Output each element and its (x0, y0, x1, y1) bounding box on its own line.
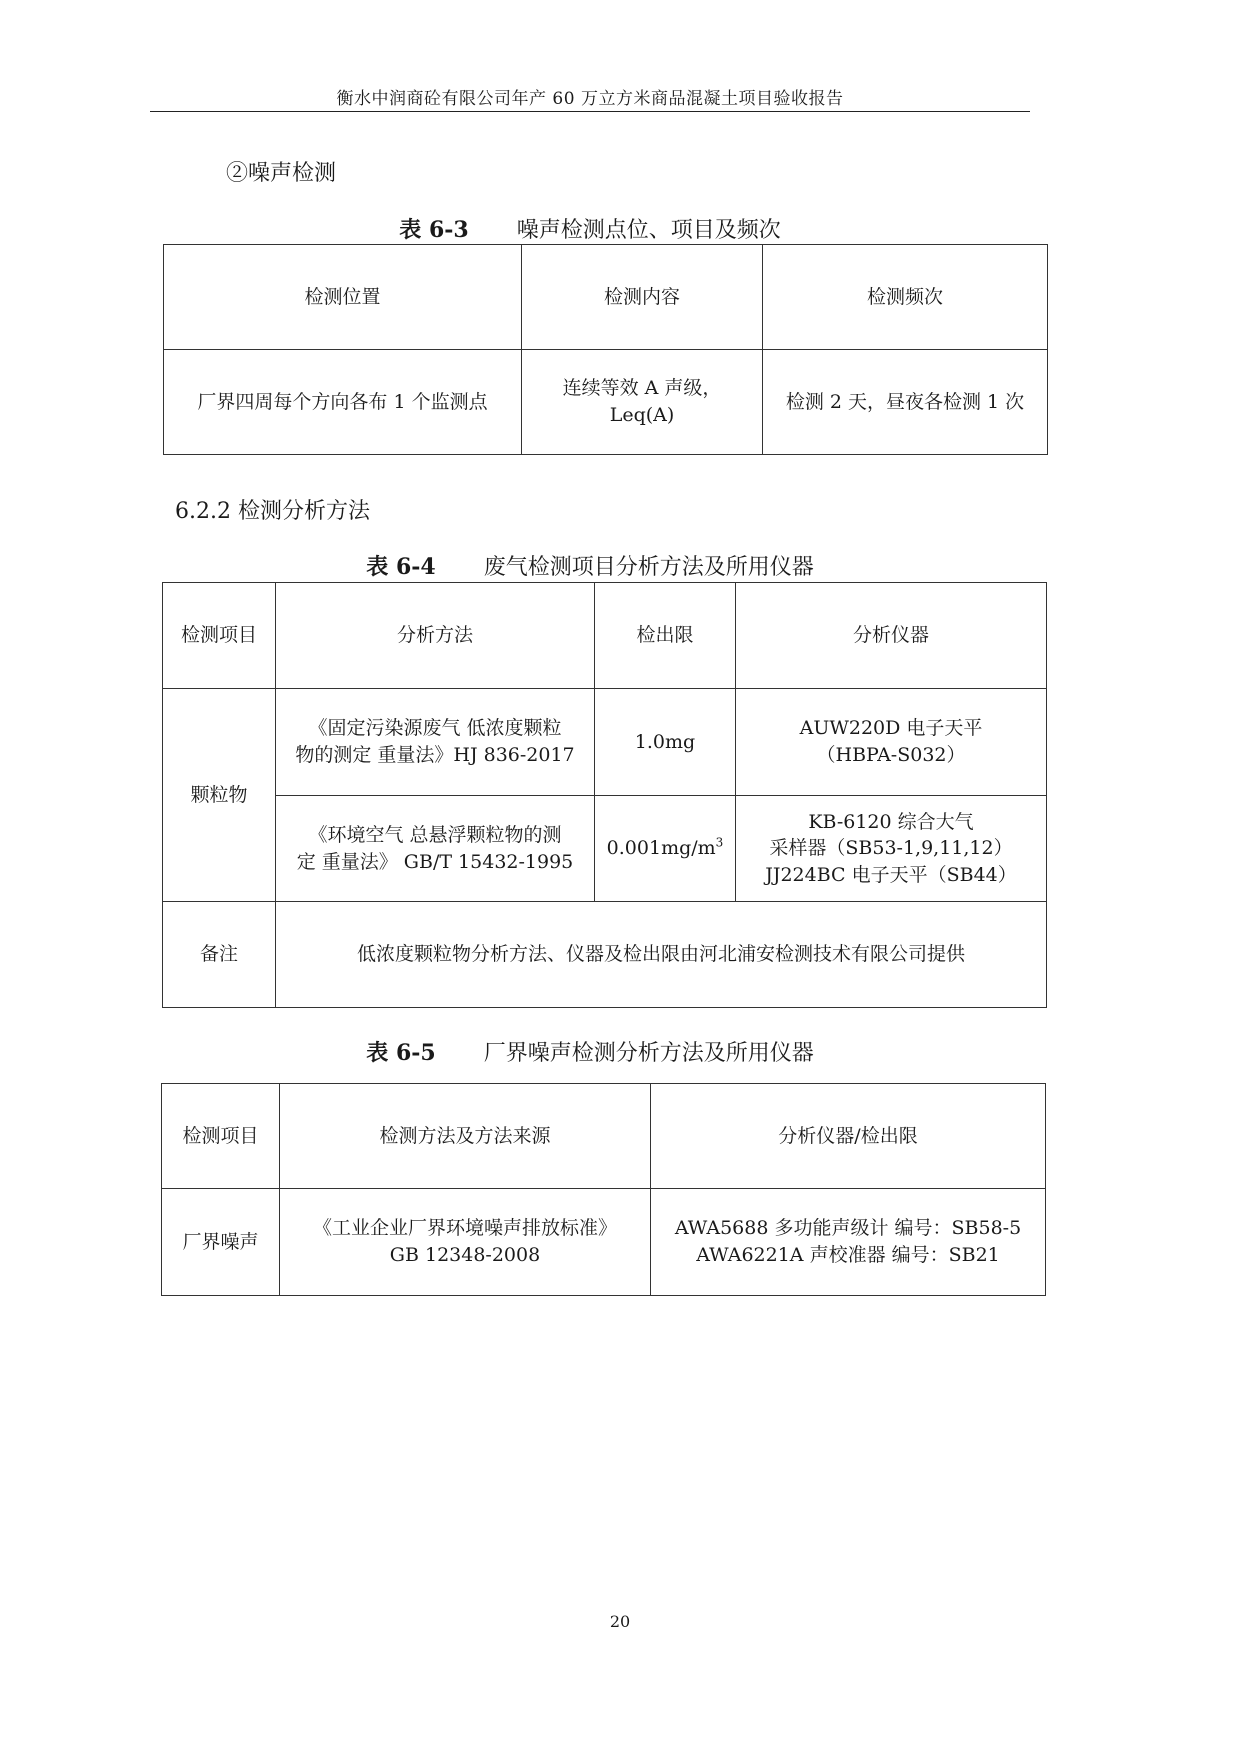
content-line: Leq(A) (609, 404, 675, 426)
method-line: 《工业企业厂界环境噪声排放标准》 (312, 1217, 617, 1240)
table-6-4 (162, 582, 1047, 1008)
header-rule (150, 111, 1030, 112)
page-number: 20 (609, 1612, 631, 1631)
table-6-3-number: 表 6-3 (399, 217, 469, 243)
limit-cell (595, 796, 736, 902)
table-row (164, 350, 1048, 455)
instrument-line: KB-6120 综合大气 (808, 810, 974, 833)
table-row (163, 796, 1047, 902)
instrument-line: （HBPA-S032） (816, 744, 966, 766)
header-cell: 检测频次 (763, 245, 1048, 350)
instrument-line: AWA6221A 声校准器 编号：SB21 (696, 1244, 1000, 1266)
instrument-line: AUW220D 电子天平 (799, 717, 983, 740)
item-cell: 颗粒物 (163, 689, 276, 902)
table-row (162, 1189, 1046, 1296)
header-cell: 检测位置 (164, 245, 522, 350)
table-6-5-number: 表 6-5 (366, 1040, 436, 1066)
limit-cell: 1.0mg (595, 689, 736, 796)
noise-heading: ②噪声检测 (226, 161, 337, 186)
frequency-cell: 检测 2 天，昼夜各检测 1 次 (763, 350, 1048, 455)
remark-label: 备注 (163, 902, 276, 1008)
instrument-line: 采样器（SB53-1,9,11,12） (769, 837, 1013, 860)
method-line: 物的测定 重量法》HJ 836-2017 (295, 744, 575, 766)
table-6-5-title: 厂界噪声检测分析方法及所用仪器 (483, 1041, 814, 1066)
table-6-5-caption (150, 1036, 1030, 1067)
location-cell: 厂界四周每个方向各布 1 个监测点 (164, 350, 522, 455)
header-cell: 检测内容 (522, 245, 763, 350)
header-cell: 分析方法 (276, 583, 595, 689)
table-header-row (163, 583, 1047, 689)
header-cell: 检测项目 (162, 1084, 280, 1189)
header-cell: 分析仪器 (736, 583, 1047, 689)
remark-row (163, 902, 1047, 1008)
remark-text: 低浓度颗粒物分析方法、仪器及检出限由河北浦安检测技术有限公司提供 (276, 902, 1047, 1008)
method-cell (276, 689, 595, 796)
table-row (163, 689, 1047, 796)
table-6-3-title: 噪声检测点位、项目及频次 (516, 218, 781, 243)
instrument-cell (736, 796, 1047, 902)
header-cell: 检测方法及方法来源 (280, 1084, 651, 1189)
running-header: 衡水中润商砼有限公司年产 60 万立方米商品混凝土项目验收报告 (336, 89, 844, 109)
table-6-4-title: 废气检测项目分析方法及所用仪器 (483, 555, 814, 580)
header-cell: 检测项目 (163, 583, 276, 689)
table-6-3-caption (150, 213, 1030, 244)
table-6-4-number: 表 6-4 (366, 554, 436, 580)
instrument-cell (736, 689, 1047, 796)
instrument-cell (651, 1189, 1046, 1296)
method-cell (276, 796, 595, 902)
table-6-3 (163, 244, 1048, 455)
table-header-row (164, 245, 1048, 350)
limit-exponent: 3 (715, 835, 724, 850)
method-cell (280, 1189, 651, 1296)
method-line: 《环境空气 总悬浮颗粒物的测 (308, 823, 562, 846)
method-line: 定 重量法》 GB/T 15432-1995 (296, 850, 574, 873)
content-line: 连续等效 A 声级， (562, 377, 722, 400)
table-6-5 (161, 1083, 1046, 1296)
content-cell (522, 350, 763, 455)
header-cell: 分析仪器/检出限 (651, 1084, 1046, 1189)
item-cell: 厂界噪声 (162, 1189, 280, 1296)
method-line: 《固定污染源废气 低浓度颗粒 (308, 717, 562, 740)
limit-value: 0.001mg/m (606, 837, 716, 860)
header-cell: 检出限 (595, 583, 736, 689)
instrument-line: JJ224BC 电子天平（SB44） (765, 863, 1017, 886)
method-line: GB 12348-2008 (389, 1244, 541, 1266)
table-6-4-caption (150, 550, 1030, 581)
table-header-row (162, 1084, 1046, 1189)
section-heading: 6.2.2 检测分析方法 (175, 499, 370, 524)
instrument-line: AWA5688 多功能声级计 编号：SB58-5 (674, 1217, 1022, 1240)
